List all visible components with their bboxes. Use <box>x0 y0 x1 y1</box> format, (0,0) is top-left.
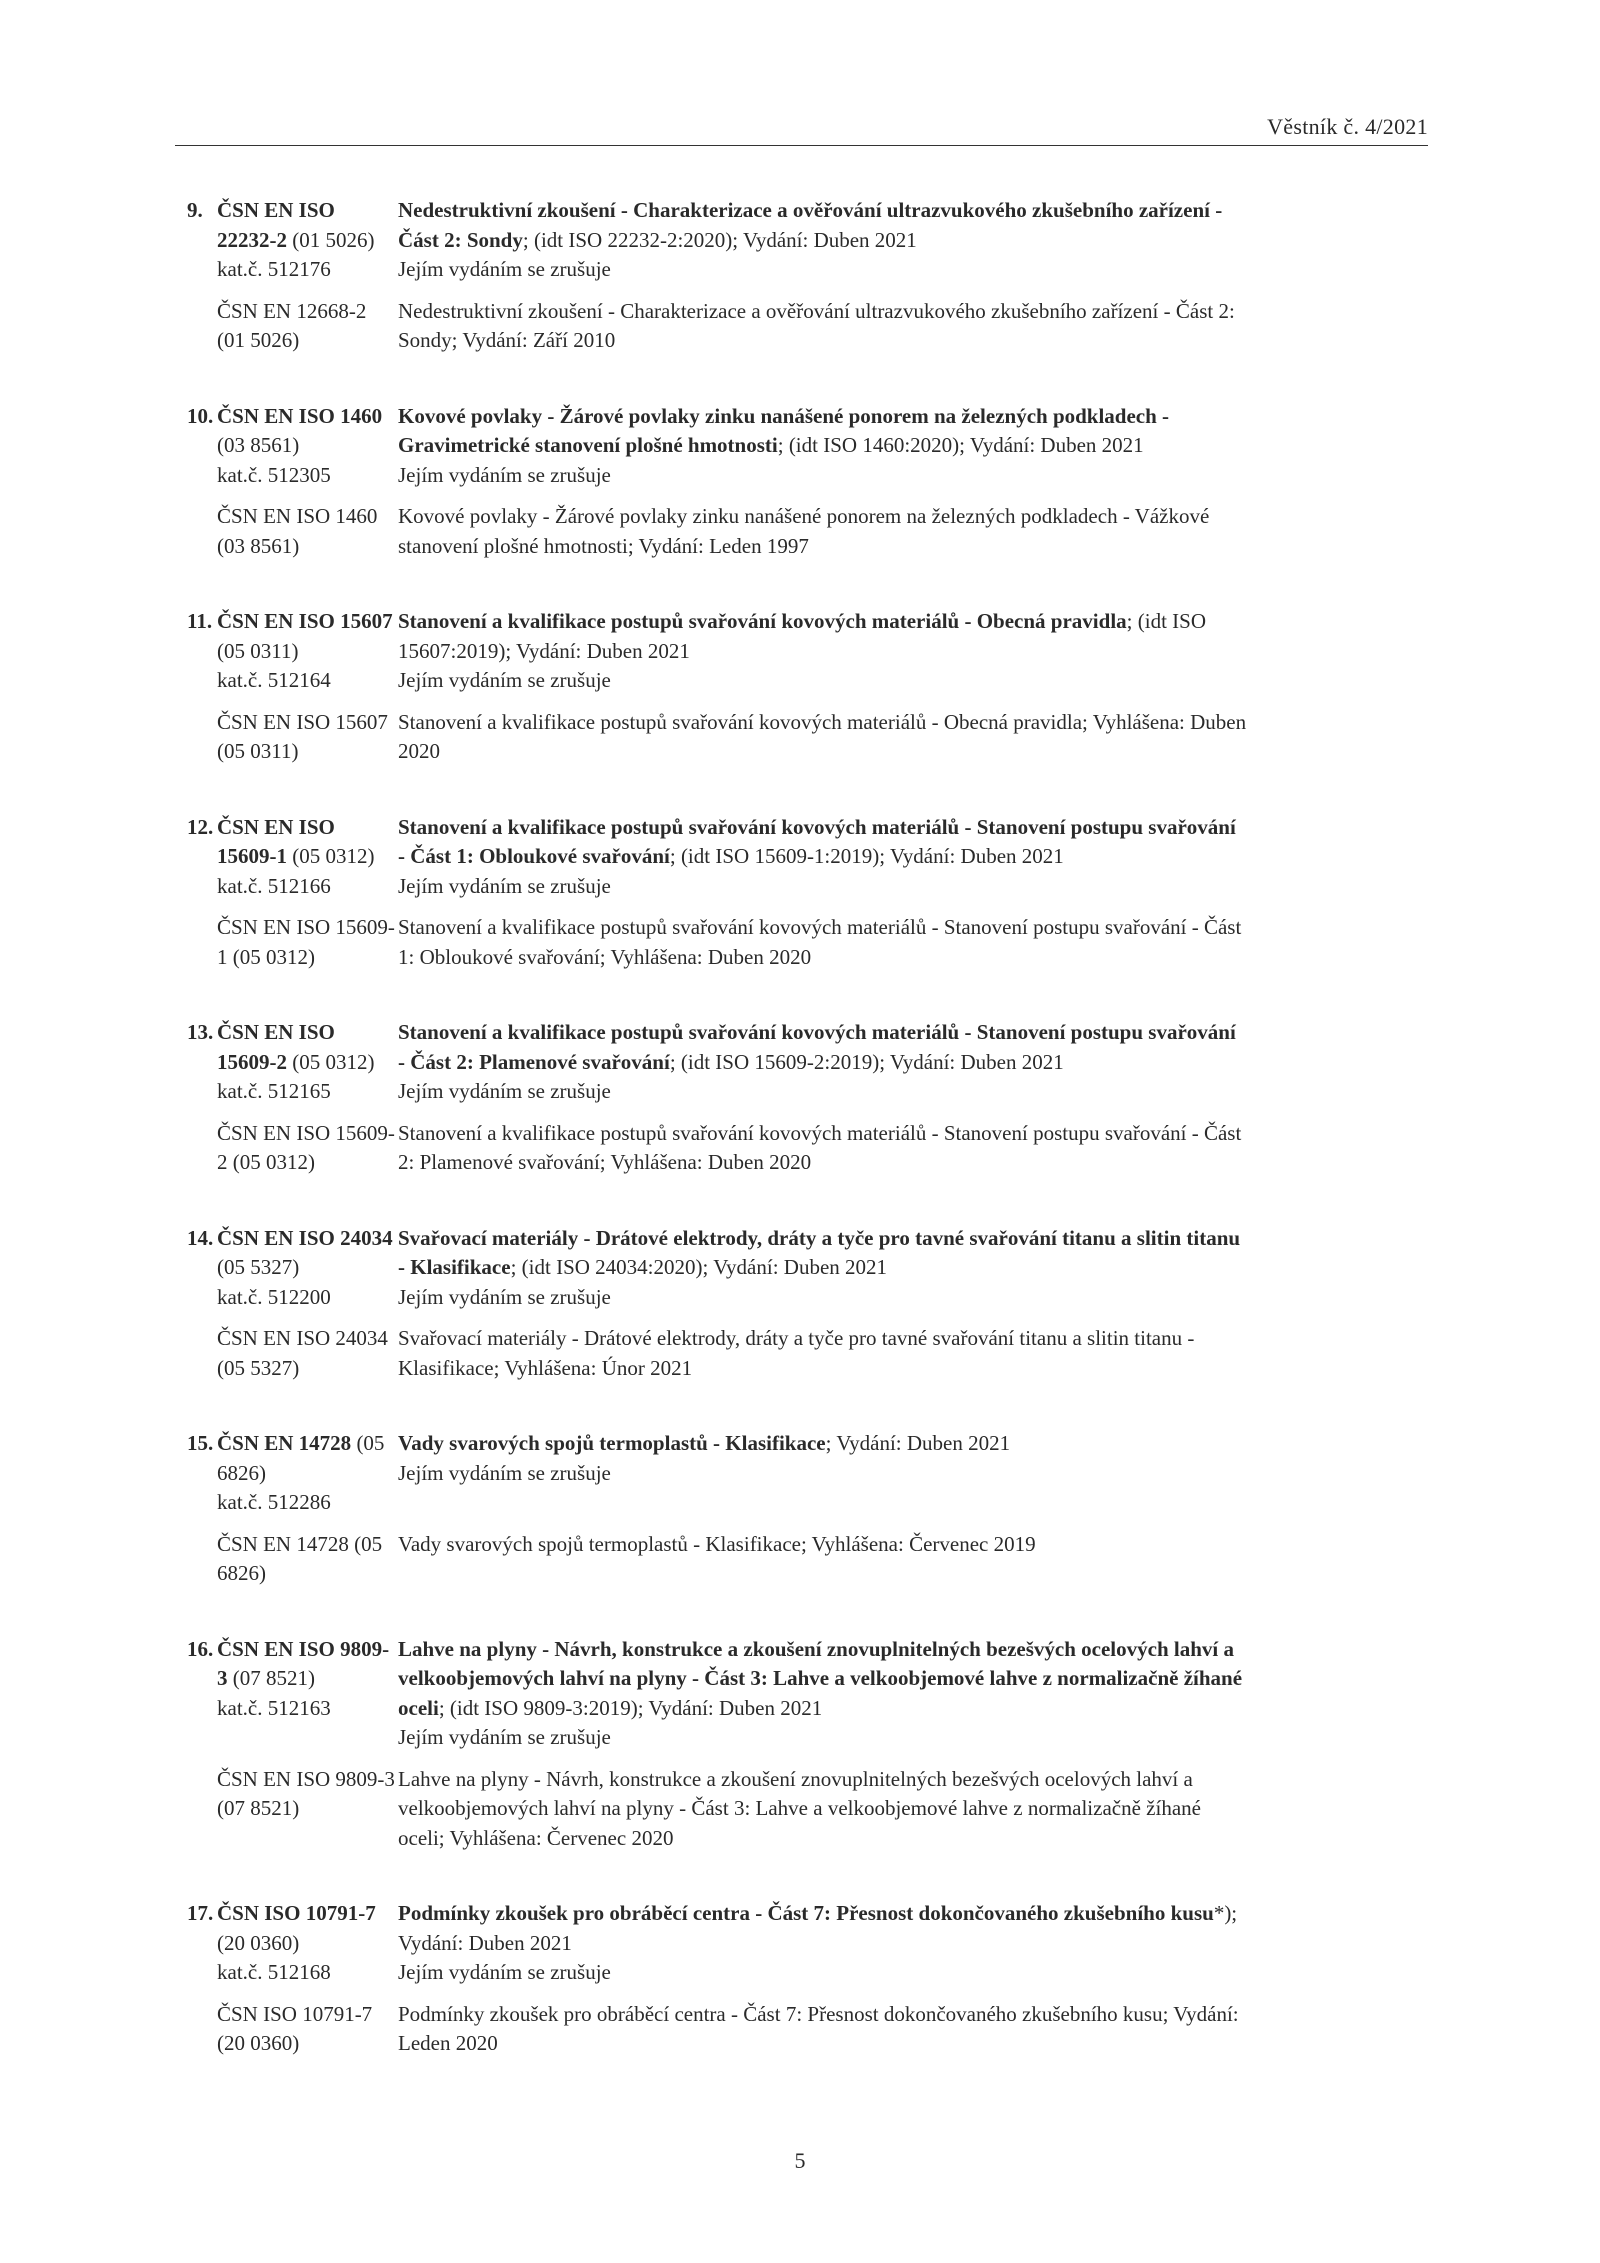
standard-title: Svařovací materiály - Drátové elektrody, dráty a tyče pro tavné svařování titanu a slitin titanu - Klasifikace <box>398 1225 1241 1279</box>
new-standard-block <box>0 1899 1600 1988</box>
entry-number: 12. <box>187 814 214 839</box>
replaced-standard-title: Svařovací materiály - Drátové elektrody, dráty a tyče pro tavné svařování titanu a slitin titanu - Klasifikace; Vyhlášena: Únor 2021 <box>398 1326 1195 1380</box>
new-standard-block <box>0 1635 1600 1753</box>
catalog-number: kat.č. 512165 <box>217 1079 331 1103</box>
standard-title: Vady svarových spojů termoplastů - Klasifikace <box>398 1431 826 1455</box>
standard-code: ČSN EN ISO 24034 <box>217 1225 393 1250</box>
cancels-note: Jejím vydáním se zrušuje <box>398 873 611 898</box>
standard-classification: (20 0360) <box>217 1930 300 1955</box>
standard-classification: (05 6826) <box>217 1431 385 1485</box>
standard-details: ; (idt ISO 15607:2019); Vydání: Duben 2021 <box>398 609 1206 663</box>
standard-details: ; Vydání: Duben 2021 <box>825 1431 1011 1455</box>
replaced-standard-title: Podmínky zkoušek pro obráběcí centra - Část 7: Přesnost dokončovaného zkušebního kusu; Vydání: Leden 2020 <box>398 2001 1239 2055</box>
replaced-standard-block <box>0 1119 1600 1178</box>
standard-classification: (05 0312) <box>287 844 375 868</box>
standard-title: Stanovení a kvalifikace postupů svařování kovových materiálů - Stanovení postupu svařování - Část 2: Plamenové svařování <box>398 1020 1236 1074</box>
replaced-standard-block <box>0 502 1600 561</box>
standard-code: ČSN EN ISO 22232-2 <box>217 198 335 252</box>
cancels-note: Jejím vydáním se zrušuje <box>398 1960 611 1984</box>
replaced-standard-block <box>0 1324 1600 1383</box>
standard-entry <box>0 1429 1600 1589</box>
standard-title: Stanovení a kvalifikace postupů svařování kovových materiálů - Stanovení postupu svařování - Část 1: Obloukové svařování <box>398 814 1236 868</box>
standard-classification: (05 5327) <box>217 1255 300 1279</box>
replaced-standard-code: ČSN ISO 10791-7 (20 0360) <box>217 2001 373 2055</box>
catalog-number: kat.č. 512305 <box>217 462 331 487</box>
catalog-number: kat.č. 512166 <box>217 873 331 898</box>
replaced-standard-code: ČSN EN ISO 24034 (05 5327) <box>217 1326 388 1380</box>
new-standard-block <box>0 402 1600 491</box>
replaced-standard-title: Stanovení a kvalifikace postupů svařování kovových materiálů - Obecná pravidla; Vyhlášena: Duben 2020 <box>398 709 1247 763</box>
standard-title: Kovové povlaky - Žárové povlaky zinku nanášené ponorem na železných podkladech - Gravimetrické stanovení plošné hmotnosti <box>398 403 1170 457</box>
standard-code: ČSN EN 14728 <box>217 1431 352 1455</box>
catalog-number: kat.č. 512176 <box>217 257 331 281</box>
standard-details: ; (idt ISO 15609-1:2019); Vydání: Duben 2021 <box>669 844 1064 868</box>
replaced-standard-code: ČSN EN ISO 15607 (05 0311) <box>217 709 388 763</box>
cancels-note: Jejím vydáním se zrušuje <box>398 257 611 281</box>
standard-classification: (05 0311) <box>217 638 299 663</box>
standard-entry <box>0 1635 1600 1854</box>
replaced-standard-block <box>0 297 1600 356</box>
new-standard-block <box>0 1018 1600 1107</box>
new-standard-block <box>0 813 1600 902</box>
cancels-note: Jejím vydáním se zrušuje <box>398 462 611 487</box>
catalog-number: kat.č. 512163 <box>217 1695 331 1720</box>
standard-entry <box>0 1224 1600 1384</box>
cancels-note: Jejím vydáním se zrušuje <box>398 668 611 692</box>
standard-details: ; (idt ISO 9809-3:2019); Vydání: Duben 2021 <box>438 1695 823 1720</box>
standard-entry <box>0 1899 1600 2059</box>
page-number: 5 <box>794 2148 806 2173</box>
entry-number: 15. <box>187 1431 214 1455</box>
standard-code: ČSN EN ISO 1460 <box>217 403 383 428</box>
new-standard-block <box>0 1429 1600 1518</box>
standard-details: ; (idt ISO 1460:2020); Vydání: Duben 2021 <box>777 433 1144 457</box>
replaced-standard-code: ČSN EN ISO 1460 (03 8561) <box>217 504 378 558</box>
new-standard-block <box>0 196 1600 285</box>
new-standard-block <box>0 607 1600 696</box>
entry-number: 16. <box>187 1636 214 1661</box>
standard-details: ; (idt ISO 15609-2:2019); Vydání: Duben 2021 <box>669 1049 1064 1074</box>
standard-entry <box>0 607 1600 767</box>
standard-details: ; (idt ISO 22232-2:2020); Vydání: Duben 2021 <box>522 227 917 252</box>
standard-classification: (05 0312) <box>287 1049 375 1074</box>
standard-code: ČSN EN ISO 9809-3 <box>217 1636 390 1690</box>
new-standard-block <box>0 1224 1600 1313</box>
standard-entry <box>0 813 1600 973</box>
standard-classification: (07 8521) <box>227 1666 315 1690</box>
replaced-standard-block <box>0 1765 1600 1854</box>
journal-header-title: Věstník č. 4/2021 <box>1267 114 1428 139</box>
catalog-number: kat.č. 512164 <box>217 668 331 692</box>
standard-title: Podmínky zkoušek pro obráběcí centra - Část 7: Přesnost dokončovaného zkušebního kusu <box>398 1901 1214 1925</box>
entry-number: 13. <box>187 1020 214 1044</box>
standard-classification: (01 5026) <box>287 227 375 252</box>
entry-number: 9. <box>187 198 203 222</box>
standard-title: Stanovení a kvalifikace postupů svařování kovových materiálů - Obecná pravidla <box>398 609 1127 633</box>
cancels-note: Jejím vydáním se zrušuje <box>398 1284 611 1309</box>
standards-list <box>0 196 1600 2105</box>
entry-number: 10. <box>187 403 214 428</box>
cancels-note: Jejím vydáním se zrušuje <box>398 1079 611 1103</box>
standard-classification: (03 8561) <box>217 433 300 457</box>
replaced-standard-title: Vady svarových spojů termoplastů - Klasifikace; Vyhlášena: Červenec 2019 <box>398 1531 1036 1556</box>
replaced-standard-code: ČSN EN 12668-2 (01 5026) <box>217 298 367 352</box>
header-divider <box>175 145 1428 146</box>
entry-number: 11. <box>187 609 213 633</box>
standard-details: ; (idt ISO 24034:2020); Vydání: Duben 2021 <box>510 1255 888 1279</box>
replaced-standard-title: Kovové povlaky - Žárové povlaky zinku nanášené ponorem na železných podkladech - Vážkové stanovení plošné hmotnosti; Vydání: Leden 1997 <box>398 504 1210 558</box>
standard-code: ČSN EN ISO 15609-2 <box>217 1020 335 1074</box>
entry-number: 14. <box>187 1225 214 1250</box>
replaced-standard-block <box>0 708 1600 767</box>
catalog-number: kat.č. 512200 <box>217 1284 331 1309</box>
replaced-standard-title: Nedestruktivní zkoušení - Charakterizace a ověřování ultrazvukového zkušebního zařízení - Část 2: Sondy; Vydání: Září 2010 <box>398 298 1235 352</box>
replaced-standard-code: ČSN EN ISO 15609-1 (05 0312) <box>217 915 395 969</box>
standard-title: Lahve na plyny - Návrh, konstrukce a zkoušení znovuplnitelných bezešvých ocelových lahví a velkoobjemových lahví na plyny - Část 3: Lahve a velkoobjemové lahve z normalizačně žíhané oceli <box>398 1636 1243 1720</box>
replaced-standard-title: Lahve na plyny - Návrh, konstrukce a zkoušení znovuplnitelných bezešvých ocelových lahví a velkoobjemových lahví na plyny - Část 3: Lahve a velkoobjemové lahve z normalizačně žíhané oceli; Vyhlášena: Červenec 2020 <box>398 1766 1201 1850</box>
standard-code: ČSN ISO 10791-7 <box>217 1901 376 1925</box>
replaced-standard-code: ČSN EN ISO 9809-3 (07 8521) <box>217 1766 395 1820</box>
catalog-number: kat.č. 512286 <box>217 1490 331 1514</box>
replaced-standard-block <box>0 1530 1600 1589</box>
standard-details: *); Vydání: Duben 2021 <box>398 1901 1238 1955</box>
standard-title: Nedestruktivní zkoušení - Charakterizace a ověřování ultrazvukového zkušebního zařízení - Část 2: Sondy <box>398 198 1223 252</box>
standard-entry <box>0 196 1600 356</box>
replaced-standard-block <box>0 2000 1600 2059</box>
standard-entry <box>0 1018 1600 1178</box>
replaced-standard-title: Stanovení a kvalifikace postupů svařování kovových materiálů - Stanovení postupu svařování - Část 2: Plamenové svařování; Vyhlášena: Duben 2020 <box>398 1120 1242 1174</box>
entry-number: 17. <box>187 1901 214 1925</box>
catalog-number: kat.č. 512168 <box>217 1960 331 1984</box>
standard-code: ČSN EN ISO 15609-1 <box>217 814 335 868</box>
replaced-standard-title: Stanovení a kvalifikace postupů svařování kovových materiálů - Stanovení postupu svařování - Část 1: Obloukové svařování; Vyhlášena: Duben 2020 <box>398 915 1242 969</box>
cancels-note: Jejím vydáním se zrušuje <box>398 1725 611 1749</box>
replaced-standard-block <box>0 913 1600 972</box>
standard-code: ČSN EN ISO 15607 <box>217 609 393 633</box>
replaced-standard-code: ČSN EN 14728 (05 6826) <box>217 1531 383 1585</box>
standard-entry <box>0 402 1600 562</box>
replaced-standard-code: ČSN EN ISO 15609-2 (05 0312) <box>217 1120 395 1174</box>
cancels-note: Jejím vydáním se zrušuje <box>398 1460 611 1485</box>
